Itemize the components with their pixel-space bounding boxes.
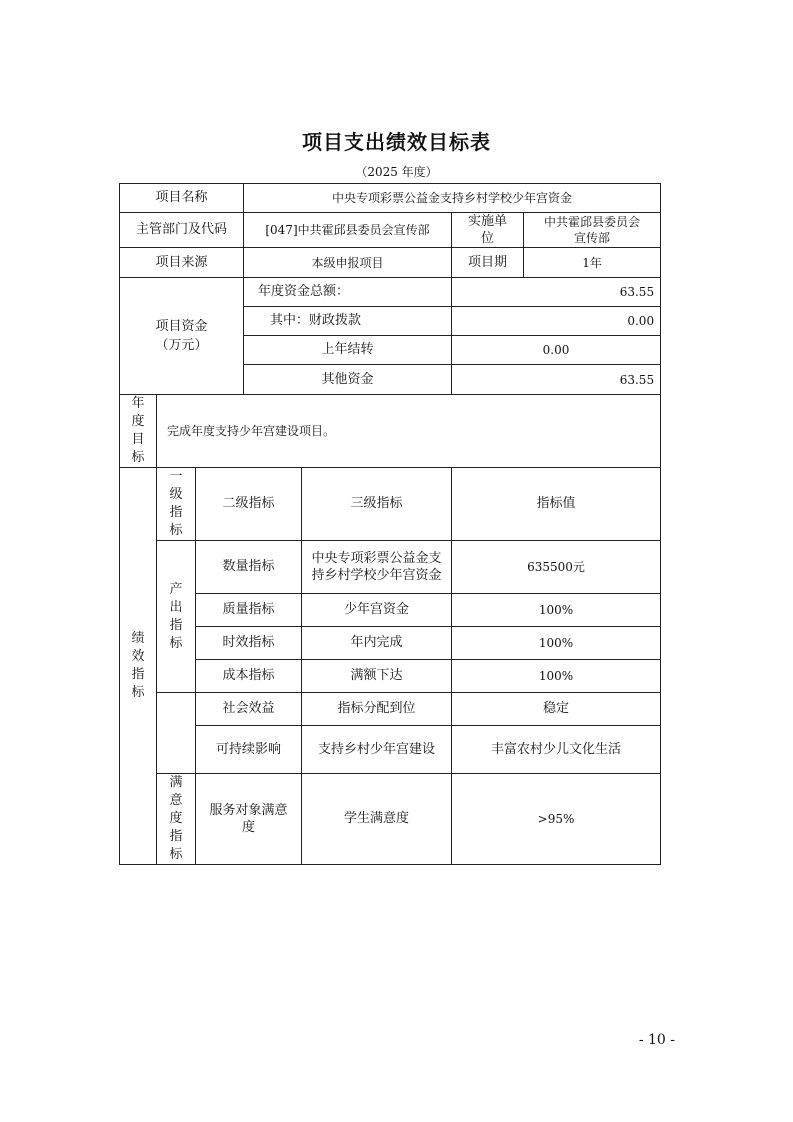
table-row bbox=[120, 213, 661, 248]
performance-target-table bbox=[119, 183, 661, 865]
level2-cell: 可持续影响 bbox=[196, 726, 302, 774]
table-row bbox=[120, 693, 661, 726]
page-number: - 10 - bbox=[638, 1032, 675, 1048]
project-name-value: 中央专项彩票公益金支持乡村学校少年宫资金 bbox=[244, 184, 661, 213]
period-value: 1年 bbox=[524, 248, 661, 278]
level2-cell: 成本指标 bbox=[196, 660, 302, 693]
level2-cell: 数量指标 bbox=[196, 541, 302, 594]
dept-value: [047]中共霍邱县委员会宣传部 bbox=[244, 213, 452, 248]
level2-cell: 社会效益 bbox=[196, 693, 302, 726]
table-row bbox=[120, 395, 661, 468]
level3-cell: 满额下达 bbox=[302, 660, 452, 693]
effect-indicator-label bbox=[157, 693, 196, 774]
header-level1: 一级指标 bbox=[157, 468, 196, 541]
funds-carryover-label: 上年结转 bbox=[244, 336, 452, 365]
funds-label: 项目资金 （万元） bbox=[120, 278, 244, 395]
level3-cell: 年内完成 bbox=[302, 627, 452, 660]
page-subtitle-year: （2025 年度） bbox=[355, 165, 438, 179]
value-cell: 稳定 bbox=[452, 693, 661, 726]
value-cell: 丰富农村少儿文化生活 bbox=[452, 726, 661, 774]
table-row bbox=[120, 184, 661, 213]
table-row bbox=[120, 660, 661, 693]
funds-other-value: 63.55 bbox=[452, 365, 661, 395]
value-cell: 100% bbox=[452, 594, 661, 627]
page-title: 项目支出绩效目标表 bbox=[302, 130, 491, 154]
level2-cell: 服务对象满意度 bbox=[196, 774, 302, 865]
funds-carryover-value: 0.00 bbox=[452, 336, 661, 365]
value-cell: 100% bbox=[452, 660, 661, 693]
level3-cell: 中央专项彩票公益金支持乡村学校少年宫资金 bbox=[302, 541, 452, 594]
source-value: 本级申报项目 bbox=[244, 248, 452, 278]
level3-cell: 指标分配到位 bbox=[302, 693, 452, 726]
funds-total-label: 年度资金总额： bbox=[244, 278, 452, 307]
funds-fiscal-label: 其中：财政拨款 bbox=[244, 307, 452, 336]
impl-label: 实施单位 bbox=[452, 213, 524, 248]
annual-goal-text: 完成年度支持少年宫建设项目。 bbox=[157, 395, 661, 468]
table-row bbox=[120, 774, 661, 865]
source-label: 项目来源 bbox=[120, 248, 244, 278]
funds-fiscal-value: 0.00 bbox=[452, 307, 661, 336]
table-row bbox=[120, 248, 661, 278]
table-row bbox=[120, 627, 661, 660]
level3-cell: 支持乡村少年宫建设 bbox=[302, 726, 452, 774]
header-level2: 二级指标 bbox=[196, 468, 302, 541]
table-row bbox=[120, 541, 661, 594]
period-label: 项目期 bbox=[452, 248, 524, 278]
level3-cell: 少年宫资金 bbox=[302, 594, 452, 627]
project-name-label: 项目名称 bbox=[120, 184, 244, 213]
performance-label: 绩效指标 bbox=[120, 468, 157, 865]
table-row bbox=[120, 726, 661, 774]
annual-goal-label: 年度目标 bbox=[120, 395, 157, 468]
value-cell: >95% bbox=[452, 774, 661, 865]
funds-total-value: 63.55 bbox=[452, 278, 661, 307]
funds-other-label: 其他资金 bbox=[244, 365, 452, 395]
level3-cell: 学生满意度 bbox=[302, 774, 452, 865]
header-value: 指标值 bbox=[452, 468, 661, 541]
satisfaction-indicator-label: 满意度指标 bbox=[157, 774, 196, 865]
output-indicator-label: 产出指标 bbox=[157, 541, 196, 693]
value-cell: 635500元 bbox=[452, 541, 661, 594]
value-cell: 100% bbox=[452, 627, 661, 660]
table-row bbox=[120, 468, 661, 541]
header-level3: 三级指标 bbox=[302, 468, 452, 541]
table-row bbox=[120, 594, 661, 627]
table-row bbox=[120, 278, 661, 307]
impl-value: 中共霍邱县委员会宣传部 bbox=[524, 213, 661, 248]
level2-cell: 时效指标 bbox=[196, 627, 302, 660]
dept-label: 主管部门及代码 bbox=[120, 213, 244, 248]
level2-cell: 质量指标 bbox=[196, 594, 302, 627]
